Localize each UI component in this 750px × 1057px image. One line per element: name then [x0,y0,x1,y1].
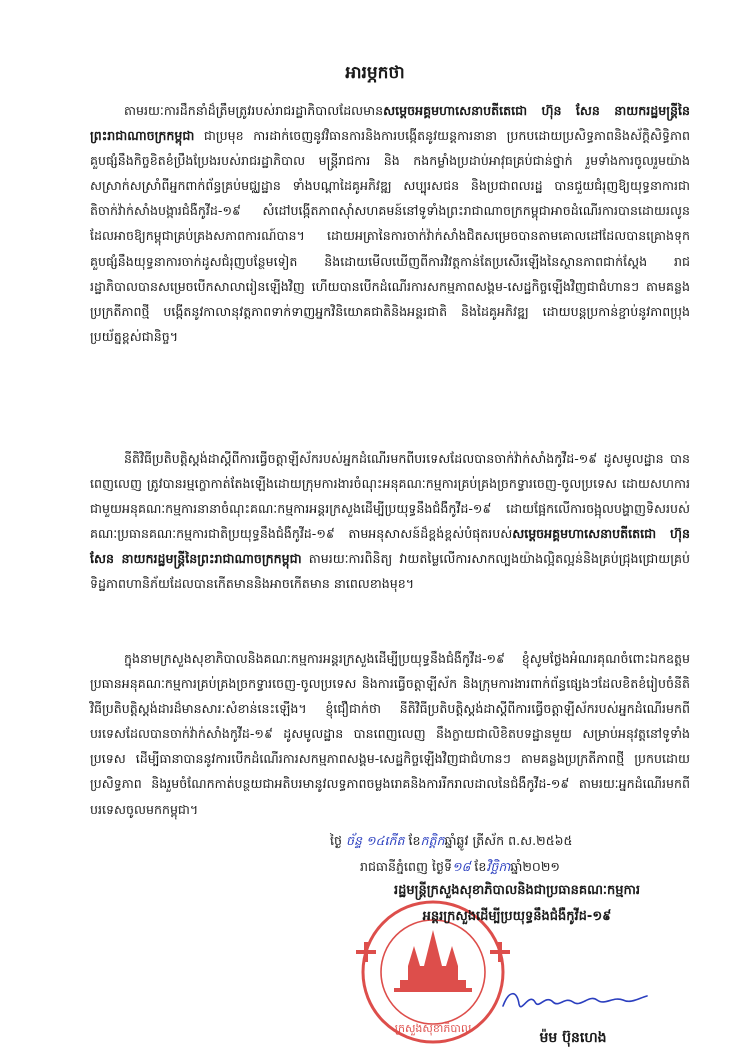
lunar-date [330,829,700,853]
signatory-title-line1: រដ្ឋមន្ត្រីក្រសួងសុខាភិបាលនិងជាប្រធានគណៈកម្មការ [393,883,640,898]
bold-text-run: សម្តេចអគ្គមហាសេនាបតីតេជោ ហ៊ុន សែន នាយករដ្ឋមន្ត្រីនៃព្រះរាជាណាចក្រកម្ពុជា [90,526,690,567]
paragraph [90,646,690,822]
lunar-month-handwritten: កត្តិក [420,833,445,848]
document-title: អារម្ភកថា [345,63,405,83]
text-run: ក្នុងនាមក្រសួងសុខាភិបាលនិងគណៈកម្មការអន្តរក្រសួងដើម្បីប្រយុទ្ធនឹងជំងឺកូវីដ-១៩ ខ្ញុំសូមថ្លែងអំណរគុណចំពោះឯកឧត្តមប្រធានអនុគណៈកម្មការគ្រប់គ្រងច្រកទ្វារចេញ-ចូលប្រទេស និងការធ្វើចត្តាឡីស័ក និងក្រុមការងារពាក់ព័ន្ធផ្សេងៗដែលខិតខំរៀបចំនីតិវិធីប្រតិបត្តិស្តង់ដារដ៏មានសារៈសំខាន់នេះឡើង។ ខ្ញុំជឿជាក់ថា នីតិវិធីប្រតិបត្តិស្តង់ដាស្តីពីការធ្វើចត្តាឡីស័ករបស់អ្នកដំណើរមកពីបរទេសដែលបានចាក់វ៉ាក់សាំងកូវីដ-១៩ ដូសមូលដ្ឋាន បានពេញលេញ នឹងក្លាយជាលិខិតបទដ្ឋានមួយ សម្រាប់អនុវត្តនៅទូទាំងប្រទេស ដើម្បីធានាបាននូវការបើកដំណើរការសកម្មភាពសង្គម-សេដ្ឋកិច្ចឡើងវិញជាជំហានៗ តាមគន្លងប្រក្រតីភាពថ្មី ប្រកបដោយប្រសិទ្ធភាព និងរួមចំណែកកាត់បន្ថយជាអតិបរមានូវលទ្ធភាពចម្លងរោគនិងការរីករាលដាលនៃជំងឺកូវីដ-១៩ តាមរយៈអ្នកដំណើរមកពីបរទេសចូលមកកម្ពុជា។ [90,651,690,817]
signatory-name: ម៉ម ប៊ុនហេង [539,1030,607,1046]
text-run: នីតិវិធីប្រតិបត្តិស្តង់ដាស្តីពីការធ្វើចត្តាឡីស័ករបស់អ្នកដំណើរមកពីបរទេសដែលបានចាក់វ៉ាក់សាំងកូវីដ-១៩ ដូសមូលដ្ឋាន បានពេញលេញ ត្រូវបានរម្មក្ខោកាត់តែងឡើងដោយក្រុមការងារចំណុះអនុគណៈកម្មការគ្រប់គ្រងច្រកទ្វារចេញ-ចូលប្រទេស ដោយសហការជាមួយអនុគណៈកម្មការនានាចំណុះគណៈកម្មការអន្តរក្រសួងដើម្បីប្រយុទ្ធនឹងជំងឺកូវីដ-១៩ ដោយផ្អែកលើការចង្អុលបង្ហាញទិសរបស់គណៈប្រធានគណៈកម្មការជាតិប្រយុទ្ធនឹងជំងឺកូវីដ-១៩ តាមអនុសាសន៍ដ៏ខ្ពង់ខ្ពស់បំផុតរបស់ [90,451,690,542]
solar-date-prefix: រាជធានីភ្នំពេញ ថ្ងៃទី [360,859,452,874]
handwritten-signature [495,980,655,1020]
solar-day-handwritten: ១៨ [451,859,471,874]
signatory-title [352,878,682,930]
solar-month-handwritten: វិច្ឆិកា [486,859,511,874]
bold-text-run: សម្តេចអគ្គមហាសេនាបតីតេជោ ហ៊ុន សែន នាយករដ្ឋមន្ត្រីនៃព្រះរាជាណាចក្រកម្ពុជា [90,103,690,144]
angkor-temple-icon [394,930,472,992]
text-run: ជាប្រមុខ ការដាក់ចេញនូវវិធានការនិងការបង្កើតនូវយន្តការនានា ប្រកបដោយប្រសិទ្ធភាពនិងស័ក្តិសិទ្ធិភាព គួបផ្សំនឹងកិច្ចខិតខំប្រឹងប្រែងរបស់រាជរដ្ឋាភិបាល មន្ត្រីរាជការ និង កងកម្លាំងប្រដាប់អាវុធគ្រប់ជាន់ថ្នាក់ រួមទាំងការចូលរួមយ៉ាងសស្រាក់សស្រាំពីអ្នកពាក់ព័ន្ធគ្រប់មជ្ឈដ្ឋាន ទាំងបណ្តាដៃគូអភិវឌ្ឍ សប្បុរសជន និងប្រជាពលរដ្ឋ បានជួយជំរុញឱ្យយុទ្ធនាការជាតិចាក់វ៉ាក់សាំងបង្ការជំងឺកូវីដ-១៩ សំដៅបង្កើតភាពស៊ាំសហគមន៍នៅទូទាំងព្រះរាជាណាចក្រកម្ពុជាអាចដំណើរការបានដោយរលូន ដែលអាចឱ្យកម្ពុជាគ្រប់គ្រងសភាពការណ៍បាន។ ដោយអត្រានៃការចាក់វ៉ាក់សាំងជិតសម្រេចបានតាមគោលដៅដែលបានគ្រោងទុក គួបផ្សំនឹងយុទ្ធនាការចាក់ដូសជំរុញបន្ថែមទៀត និងដោយមើលឃើញពីការវិវត្តកាន់តែប្រសើរឡើងនៃស្ថានភាពជាក់ស្តែង រាជរដ្ឋាភិបាលបានសម្រេចបើកសាលារៀនឡើងវិញ ហើយបានបើកដំណើរការសកម្មភាពសង្គម-សេដ្ឋកិច្ចឡើងវិញជាជំហានៗ តាមគន្លងប្រក្រតីភាពថ្មី បង្កើតនូវកាលានុវត្តភាពទាក់ទាញអ្នកវិនិយោគជាតិនិងអន្តរជាតិ និងដៃគូអភិវឌ្ឍ ដោយបន្តប្រកាន់ខ្ជាប់នូវភាពប្រុងប្រយ័ត្នខ្ពស់ជានិច្ច។ [90,128,690,344]
solar-month-label: ខែ [474,859,487,874]
signatory-title-line2: អន្តរក្រសួងដើម្បីប្រយុទ្ធនឹងជំងឺកូវីដ-១៩ [422,909,612,924]
text-run: តាមរយៈការដឹកនាំដ៏ត្រឹមត្រូវរបស់រាជរដ្ឋាភិបាលដែលមាន [124,103,384,118]
lunar-year: ឆ្នាំឆ្លូវ ត្រីស័ក ព.ស.២៥៦៥ [444,833,573,848]
stamp-text: ក្រសួងសុខាភិបាល [394,1022,472,1035]
text-run: តាមរយៈការពិនិត្យ វាយតម្លៃលើការសាកល្បងយ៉ាងល្អិតល្អន់និងគ្រប់ជ្រុងជ្រោយគ្រប់ទិដ្ឋភាពហានិភ័យដែលបានកើតមាននិងអាចកើតមាន នាពេលខាងមុខ។ [90,551,690,592]
lunar-date-prefix: ថ្ងៃ [330,833,342,848]
solar-year: ឆ្នាំ២០២១ [510,859,560,874]
lunar-day-handwritten: ច័ន្ទ ១៤កើត [346,833,405,848]
paragraph [90,446,690,597]
paragraph [90,98,690,349]
lunar-month-label: ខែ [408,833,421,848]
solar-date [360,855,730,879]
